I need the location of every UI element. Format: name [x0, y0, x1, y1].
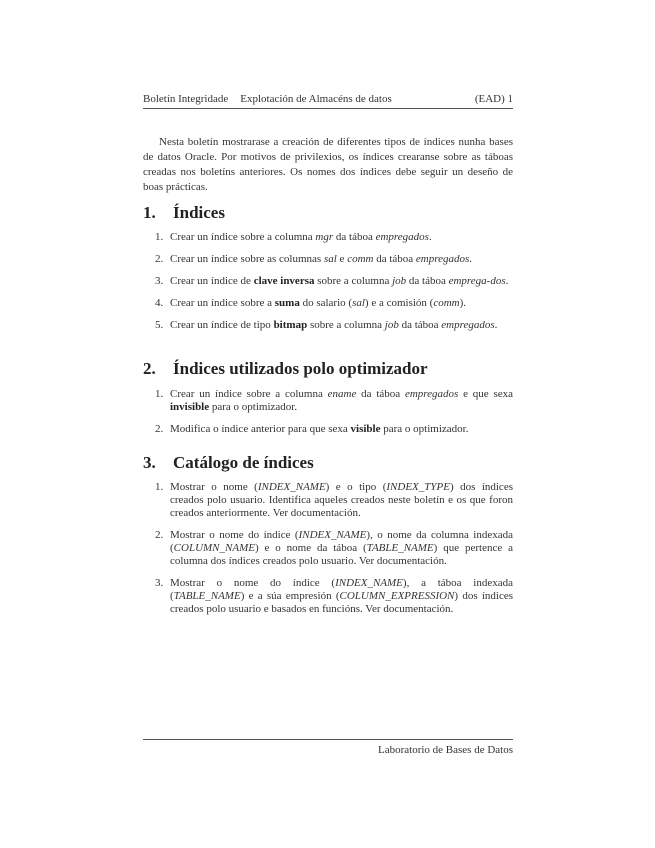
item-text: Modifica o índice anterior para que sexa	[170, 423, 351, 435]
list-item	[143, 297, 513, 310]
item-term: INDEX_NAME	[257, 481, 326, 493]
running-footer: Laboratorio de Bases de Datos	[377, 744, 513, 756]
section-title: Catálogo de índices	[173, 453, 314, 472]
item-text: ) e a comisión (	[364, 297, 434, 309]
item-number: 3.	[155, 577, 164, 589]
item-text: Crear un índice de tipo	[170, 319, 274, 331]
item-term: empregados	[441, 319, 495, 331]
item-number: 1.	[155, 231, 164, 243]
item-number: 4.	[155, 297, 164, 309]
list-item	[143, 253, 513, 266]
item-text: da táboa	[356, 388, 405, 400]
item-text: ) dos índices creados polo usuario. Identifica aqueles creados neste boletín e os que foron creados anteriormente. Ver documentación.	[170, 481, 513, 519]
list-item	[143, 388, 513, 414]
section-1-list	[143, 231, 513, 332]
item-text: do salario (	[299, 297, 353, 309]
item-number: 2.	[155, 423, 164, 435]
list-item	[143, 481, 513, 520]
item-text: .	[469, 253, 473, 265]
item-text: .	[494, 319, 498, 331]
section-heading-1	[143, 203, 225, 223]
item-term: TABLE_NAME	[366, 542, 434, 554]
item-text: ).	[459, 297, 467, 309]
item-text: Crear un índice sobre a columna	[170, 388, 328, 400]
item-text: sobre a columna	[314, 275, 393, 287]
item-number: 2.	[155, 529, 164, 541]
item-term: sal	[352, 297, 365, 309]
item-text: para o optimizador.	[380, 423, 469, 435]
item-number: 5.	[155, 319, 164, 331]
item-text: ) que pertence a columna dos índices creados polo usuario. Ver documentación.	[170, 542, 513, 567]
list-item	[143, 231, 513, 244]
item-number: 1.	[155, 388, 164, 400]
item-term: COLUMN_EXPRESSION	[339, 590, 455, 602]
item-term: INDEX_TYPE	[386, 481, 450, 493]
item-text: ), a táboa indexada (	[170, 577, 513, 602]
running-header	[143, 93, 513, 106]
item-text: da táboa	[398, 319, 442, 331]
item-term: COLUMN_NAME	[173, 542, 255, 554]
item-term: mgr	[315, 231, 334, 243]
item-keyword: invisible	[170, 401, 210, 413]
item-text: da táboa	[333, 231, 376, 243]
list-item	[143, 423, 513, 436]
item-text: ) e o nome da táboa (	[254, 542, 367, 554]
list-item	[143, 577, 513, 616]
item-text: .	[505, 275, 509, 287]
list-item	[143, 529, 513, 568]
item-keyword: clave inversa	[253, 275, 315, 287]
item-text: da táboa	[406, 275, 449, 287]
item-text: ) dos índices creados polo usuario e basados en funcións. Ver documentación.	[170, 590, 514, 615]
item-number: 2.	[155, 253, 164, 265]
item-text: Mostrar o nome do índice (	[170, 529, 299, 541]
list-item	[143, 275, 513, 288]
header-left: Boletín Integridade	[143, 93, 229, 105]
section-number: 1.	[143, 203, 156, 222]
section-3-list	[143, 481, 513, 616]
intro-paragraph: Nesta boletín mostrarase a creación de diferentes tipos de índices nunha bases de datos Oracle. Por motivos de privilexios, os índices crearanse sobre as táboas creadas nos boletíns anteriores. Os nomes dos índices debe seguir un deseño de boas prácticas.	[143, 136, 513, 193]
item-text: para o optimizador.	[209, 401, 298, 413]
list-item	[143, 319, 513, 332]
item-text: Crear un índice sobre as columnas	[170, 253, 324, 265]
item-term: empregados	[415, 253, 470, 265]
item-term: emprega-dos	[448, 275, 506, 287]
item-text: Crear un índice sobre a	[170, 297, 275, 309]
section-title: Índices utilizados polo optimizador	[173, 359, 428, 378]
item-term: comm	[347, 253, 374, 265]
item-term: INDEX_NAME	[335, 577, 403, 589]
header-right: (EAD) 1	[474, 93, 513, 105]
item-term: ename	[327, 388, 357, 400]
item-text: sobre a columna	[307, 319, 385, 331]
section-number: 3.	[143, 453, 156, 472]
item-keyword: bitmap	[273, 319, 308, 331]
item-text: da táboa	[373, 253, 416, 265]
item-term: job	[384, 319, 399, 331]
item-text: ) e o tipo (	[325, 481, 387, 493]
item-term: TABLE_NAME	[173, 590, 241, 602]
item-text: e	[336, 253, 348, 265]
item-text: .	[428, 231, 432, 243]
item-term: INDEX_NAME	[298, 529, 367, 541]
section-number: 2.	[143, 359, 156, 378]
item-text: ) e a súa empresión (	[240, 590, 340, 602]
item-text: Crear un índice de	[170, 275, 254, 287]
section-heading-2	[143, 359, 428, 379]
item-term: comm	[433, 297, 460, 309]
item-keyword: suma	[274, 297, 300, 309]
header-rule	[143, 108, 513, 109]
item-text: e que sexa	[458, 388, 513, 400]
item-keyword: visible	[350, 423, 381, 435]
item-term: empregados	[375, 231, 429, 243]
header-center: Explotación de Almacéns de datos	[240, 93, 392, 105]
item-text: Mostrar o nome (	[170, 481, 258, 493]
section-2-list	[143, 388, 513, 436]
footer-rule	[143, 739, 513, 740]
item-number: 1.	[155, 481, 164, 493]
section-heading-3	[143, 453, 314, 473]
section-title: Índices	[173, 203, 225, 222]
item-term: sal	[323, 253, 337, 265]
item-term: job	[392, 275, 407, 287]
item-term: empregados	[404, 388, 459, 400]
item-text: ), o nome da columna indexada (	[170, 529, 513, 554]
item-text: Mostrar o nome do índice (	[170, 577, 336, 589]
item-number: 3.	[155, 275, 164, 287]
item-text: Crear un índice sobre a columna	[170, 231, 316, 243]
